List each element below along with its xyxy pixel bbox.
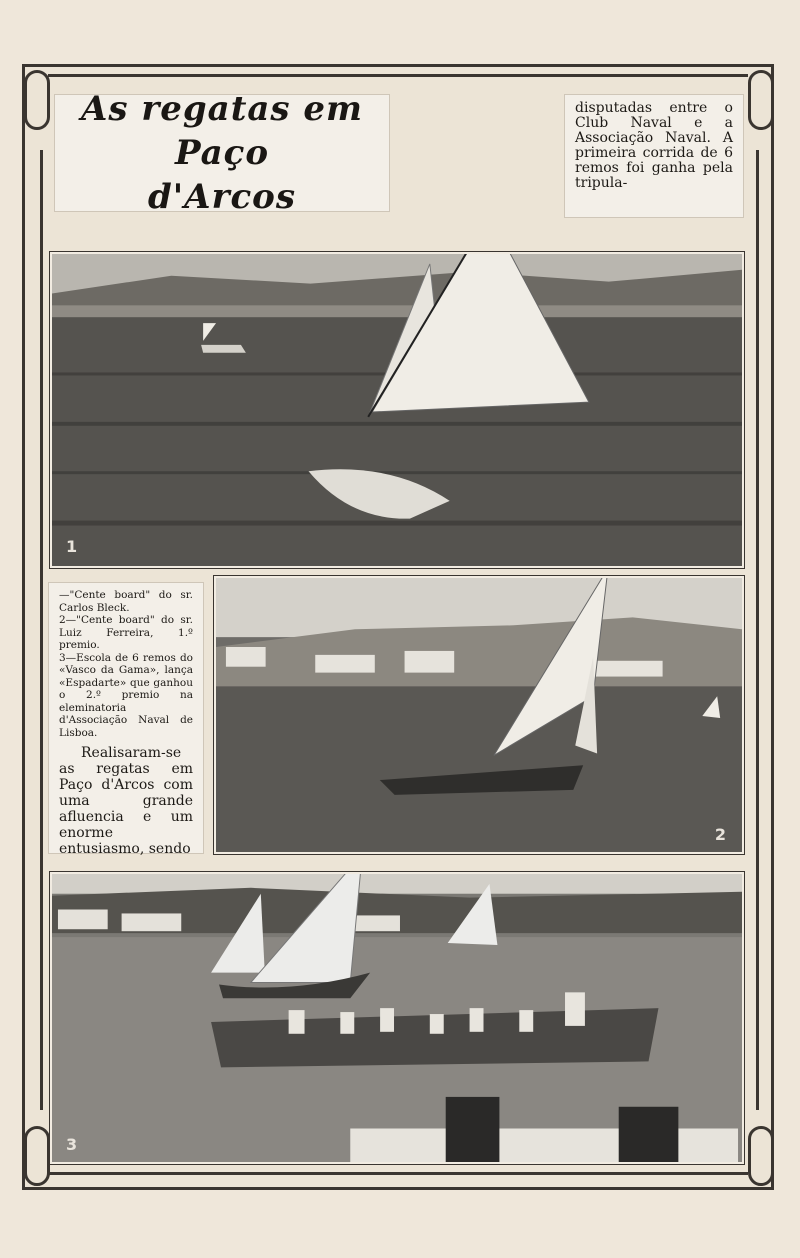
photo-1-number: 1: [66, 537, 78, 556]
photo-3: [50, 872, 744, 1164]
scroll-ornament-bottom-right: [748, 1126, 774, 1186]
frame-left-rule: [40, 150, 43, 1110]
frame-right-rule: [756, 150, 759, 1110]
photo-3-number: 3: [66, 1135, 78, 1154]
caption-3: 3—Escola de 6 remos do «Vasco da Gama», lança «Espadarte» que ganhou o 2.º premio na eleminatoria d'Associação Naval de Lisboa.: [59, 651, 193, 739]
frame-top-rule: [48, 74, 748, 77]
caption-1: —"Cente board" do sr. Carlos Bleck.: [59, 589, 193, 614]
article-title: As regatas em Paço d'Arcos: [80, 89, 364, 217]
intro-text-box: [564, 94, 744, 218]
frame-bottom-rule: [48, 1172, 748, 1175]
scroll-ornament-top-right: [748, 70, 774, 130]
photo-3-image: [52, 874, 742, 1162]
photo-2-number: 2: [714, 825, 726, 844]
title-box: [54, 89, 390, 217]
photo-1: [50, 252, 744, 568]
scroll-ornament-top-left: [24, 70, 50, 130]
scroll-ornament-bottom-left: [24, 1126, 50, 1186]
intro-text: disputadas entre o Club Naval e a Associação Naval. A primeira corrida de 6 remos foi ganha pela tripula-: [575, 100, 733, 191]
caption-column: [48, 582, 204, 857]
photo-2: [214, 576, 744, 854]
photo-2-image: [216, 578, 742, 852]
article-body: Realisaram-se as regatas em Paço d'Arcos com uma grande afluencia e um enorme entusiasmo, sendo: [59, 745, 193, 857]
photo-1-image: [52, 254, 742, 566]
caption-2: 2—"Cente board" do sr. Luiz Ferreira, 1.º premio.: [59, 614, 193, 651]
